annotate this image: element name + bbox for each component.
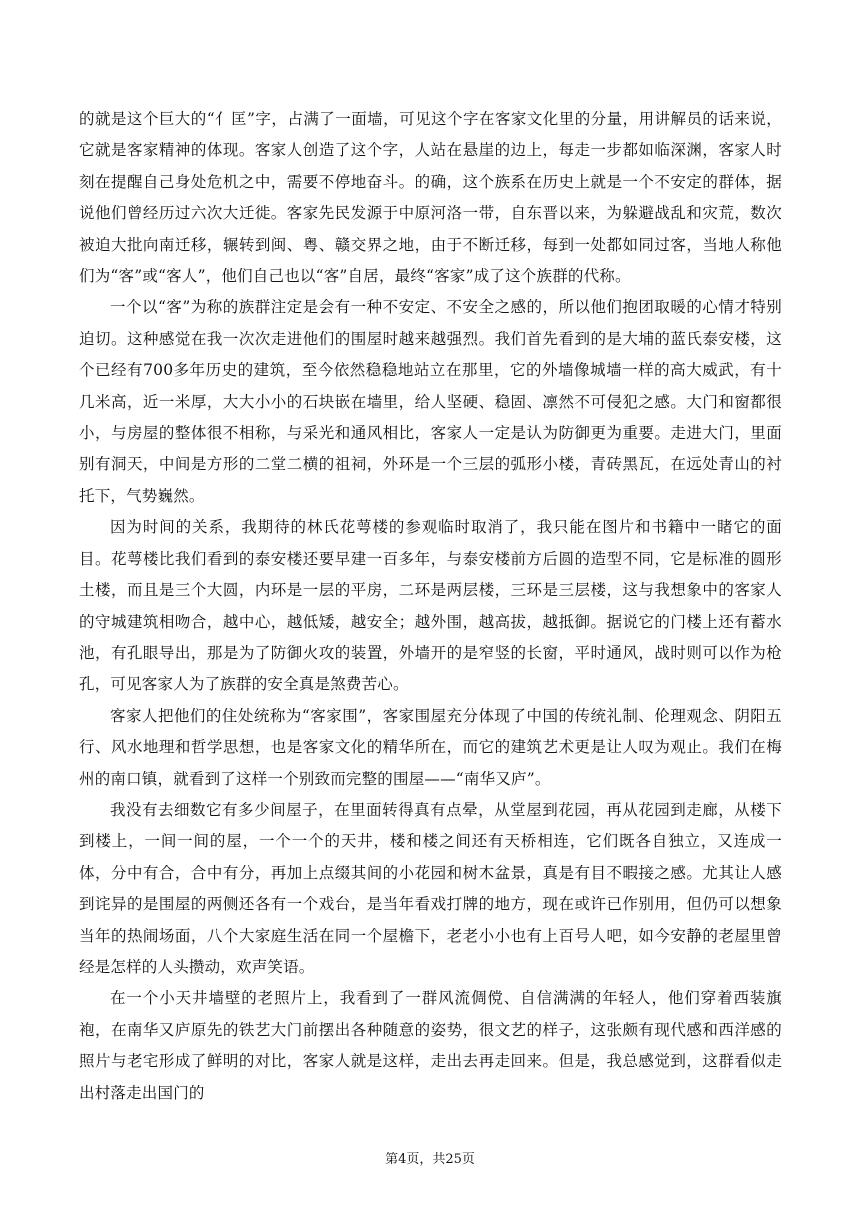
page-number-label: 第4页，共25页 xyxy=(385,1152,475,1167)
paragraph-2: 一个以“客”为称的族群注定是会有一种不安定、不安全之感的，所以他们抱团取暖的心情才特别迫切。这种感觉在我一次次走进他们的围屋时越来越强烈。我们首先看到的是大埔的蓝氏泰安楼，这个已经有700多年历史的建筑，至今依然稳稳地站立在那里，它的外墙像城墙一样的高大威武，有十几米高，近一米厚，大大小小的石块嵌在墙里，给人坚硬、稳固、凛然不可侵犯之感。大门和窗都很小，与房屋的整体很不相称，与采光和通风相比，客家人一定是认为防御更为重要。走进大门，里面别有洞天，中间是方形的二堂二横的祖祠，外环是一个三层的弧形小楼，青砖黑瓦，在远处青山的衬托下，气势巍然。 xyxy=(79,298,782,505)
paragraph-4: 客家人把他们的住处统称为“客家围”，客家围屋充分体现了中国的传统礼制、伦理观念、阴阳五行、风水地理和哲学思想，也是客家文化的精华所在，而它的建筑艺术更是让人叹为观止。我们在梅州的南口镇，就看到了这样一个别致而完整的围屋——“南华又庐”。 xyxy=(79,706,782,788)
document-body xyxy=(79,104,782,1109)
paragraph-5: 我没有去细数它有多少间屋子，在里面转得真有点晕，从堂屋到花园，再从花园到走廊，从楼下到楼上，一间一间的屋，一个一个的天井，楼和楼之间还有天桥相连，它们既各自独立，又连成一体，分中有合，合中有分，再加上点缀其间的小花园和树木盆景，真是有目不暇接之感。尤其让人感到诧异的是围屋的两侧还各有一个戏台，是当年看戏打牌的地方，现在或许已作别用，但仍可以想象当年的热闹场面，八个大家庭生活在同一个屋檐下，老老小小也有上百号人吧，如今安静的老屋里曾经是怎样的人头攒动，欢声笑语。 xyxy=(79,800,782,976)
paragraph-1: 的就是这个巨大的“亻匡”字，占满了一面墙，可见这个字在客家文化里的分量，用讲解员的话来说，它就是客家精神的体现。客家人创造了这个字，人站在悬崖的边上，每走一步都如临深渊，客家人时刻在提醒自己身处危机之中，需要不停地奋斗。的确，这个族系在历史上就是一个不安定的群体，据说他们曾经历过六次大迁徙。客家先民发源于中原河洛一带，自东晋以来，为躲避战乱和灾荒，数次被迫大批向南迁移，辗转到闽、粤、赣交界之地，由于不断迁移，每到一处都如同过客，当地人称他们为“客”或“客人”，他们自己也以“客”自居，最终“客家”成了这个族群的代称。 xyxy=(79,110,782,286)
page-footer xyxy=(0,1152,860,1168)
paragraph-3: 因为时间的关系，我期待的林氏花萼楼的参观临时取消了，我只能在图片和书籍中一睹它的面目。花萼楼比我们看到的泰安楼还要早建一百多年，与泰安楼前方后圆的造型不同，它是标准的圆形土楼，而且是三个大圆，内环是一层的平房，二环是两层楼，三环是三层楼，这与我想象中的客家人的守城建筑相吻合，越中心，越低矮，越安全；越外围，越高拔，越抵御。据说它的门楼上还有蓄水池，有孔眼导出，那是为了防御火攻的装置，外墙开的是窄竖的长窗，平时通风，战时则可以作为枪孔，可见客家人为了族群的安全真是煞费苦心。 xyxy=(79,518,782,694)
paragraph-6: 在一个小天井墙壁的老照片上，我看到了一群风流倜傥、自信满满的年轻人，他们穿着西装旗袍，在南华又庐原先的铁艺大门前摆出各种随意的姿势，很文艺的样子，这张颇有现代感和西洋感的照片与老宅形成了鲜明的对比，客家人就是这样，走出去再走回来。但是，我总感觉到，这群看似走出村落走出国门的 xyxy=(79,989,782,1102)
